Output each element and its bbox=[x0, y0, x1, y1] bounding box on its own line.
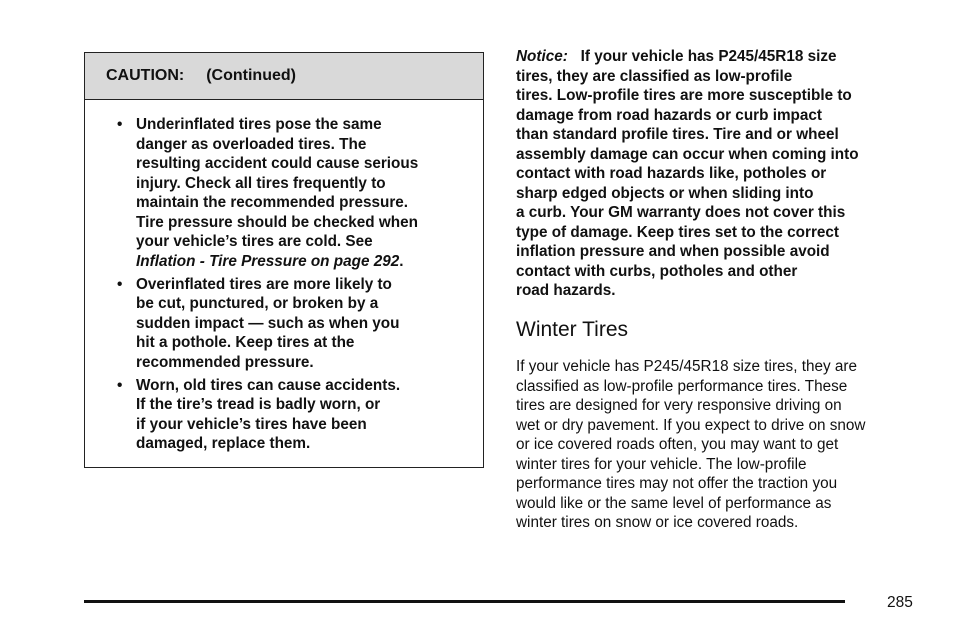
caution-line: resulting accident could cause serious bbox=[136, 155, 419, 172]
caution-line: damaged, replace them. bbox=[136, 435, 311, 452]
section-heading: Winter Tires bbox=[516, 318, 629, 341]
footer-rule bbox=[84, 600, 845, 603]
notice-line: type of damage. Keep tires set to the correct bbox=[516, 223, 840, 241]
caution-line: Tire pressure should be checked when bbox=[136, 213, 418, 231]
body-line: tires are designed for very responsive driving on bbox=[516, 397, 842, 414]
notice-line: tires. Low-profile tires are more susceptible to bbox=[516, 87, 852, 104]
caution-item bbox=[115, 115, 455, 271]
caution-line: sudden impact — such as when you bbox=[136, 314, 400, 332]
notice-line: sharp edged objects or when sliding into bbox=[516, 184, 814, 202]
notice-line: contact with curbs, potholes and other bbox=[516, 262, 798, 280]
body-line: would like or the same level of performance as bbox=[516, 494, 832, 512]
caution-label: CAUTION: bbox=[106, 67, 185, 84]
notice-label: Notice: bbox=[516, 48, 568, 65]
bullet-icon: • bbox=[117, 376, 123, 394]
notice-line: tires, they are classified as low-profile bbox=[516, 67, 793, 85]
body-line: winter tires for your vehicle. The low-profile bbox=[516, 455, 807, 473]
ref-suffix: . bbox=[399, 252, 404, 270]
caution-line: maintain the recommended pressure. bbox=[136, 194, 409, 211]
winter-tires-paragraph bbox=[516, 357, 926, 533]
notice-line: contact with road hazards like, potholes or bbox=[516, 165, 827, 182]
bullet-icon: • bbox=[117, 275, 123, 293]
caution-line: recommended pressure. bbox=[136, 353, 314, 371]
caution-line: hit a pothole. Keep tires at the bbox=[136, 334, 355, 351]
notice-line: inflation pressure and when possible avoid bbox=[516, 243, 830, 260]
body-line: wet or dry pavement. If you expect to drive on snow bbox=[516, 416, 866, 434]
caution-item bbox=[115, 376, 455, 454]
caution-line: If the tire’s tread is badly worn, or bbox=[136, 396, 381, 413]
caution-continued: (Continued) bbox=[206, 67, 296, 84]
notice-line: assembly damage can occur when coming into bbox=[516, 145, 859, 163]
notice-line: a curb. Your GM warranty does not cover this bbox=[516, 204, 846, 221]
caution-line: if your vehicle’s tires have been bbox=[136, 415, 367, 433]
bullet-icon: • bbox=[117, 116, 123, 133]
caution-line: Underinflated tires pose the same bbox=[136, 116, 382, 133]
caution-line: be cut, punctured, or broken by a bbox=[136, 295, 379, 312]
notice-line: road hazards. bbox=[516, 282, 616, 299]
body-line: classified as low-profile performance tires. These bbox=[516, 377, 848, 395]
caution-line: injury. Check all tires frequently to bbox=[136, 174, 386, 192]
cross-reference-link[interactable]: Inflation - Tire Pressure on page 292 bbox=[136, 252, 400, 270]
body-line: or ice covered roads often, you may want to get bbox=[516, 436, 839, 453]
caution-line: Overinflated tires are more likely to bbox=[136, 275, 392, 293]
caution-line: danger as overloaded tires. The bbox=[136, 135, 367, 153]
caution-list bbox=[115, 115, 455, 457]
notice-line: than standard profile tires. Tire and or wheel bbox=[516, 126, 839, 143]
notice-paragraph bbox=[516, 47, 926, 301]
caution-line: your vehicle’s tires are cold. See bbox=[136, 233, 373, 250]
body-line: If your vehicle has P245/45R18 size tires, they are bbox=[516, 358, 857, 375]
caution-header bbox=[85, 53, 483, 100]
caution-item bbox=[115, 275, 455, 373]
body-line: performance tires may not offer the traction you bbox=[516, 475, 838, 492]
page-number: 285 bbox=[887, 594, 913, 611]
notice-line: If your vehicle has P245/45R18 size bbox=[580, 48, 837, 65]
caution-line: Worn, old tires can cause accidents. bbox=[136, 376, 401, 394]
notice-line: damage from road hazards or curb impact bbox=[516, 106, 823, 124]
body-line: winter tires on snow or ice covered roads. bbox=[516, 514, 799, 531]
caution-box bbox=[84, 52, 484, 468]
